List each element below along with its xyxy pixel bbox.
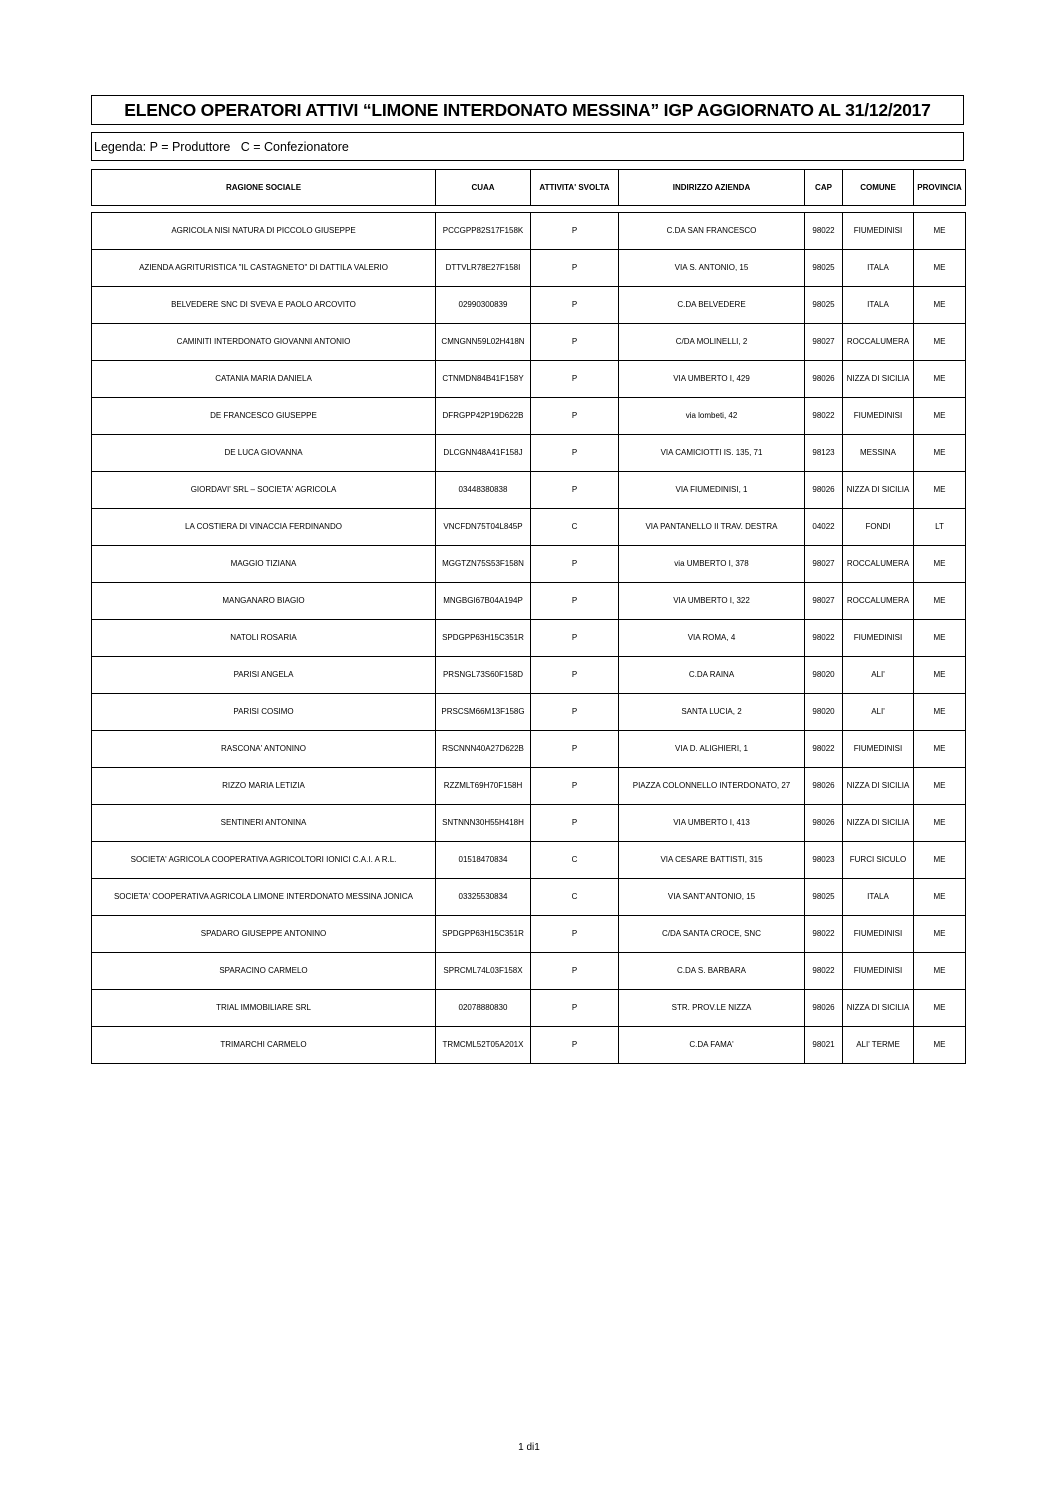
cell-cuaa: DFRGPP42P19D622B (436, 398, 531, 435)
cell-attivita: P (531, 361, 619, 398)
cell-attivita: P (531, 657, 619, 694)
cell-indirizzo: C/DA SANTA CROCE, SNC (619, 916, 805, 953)
cell-comune: NIZZA DI SICILIA (843, 472, 914, 509)
cell-ragione-sociale: MAGGIO TIZIANA (92, 546, 436, 583)
cell-indirizzo: C/DA MOLINELLI, 2 (619, 324, 805, 361)
cell-ragione-sociale: SOCIETA' COOPERATIVA AGRICOLA LIMONE INTERDONATO MESSINA JONICA (92, 879, 436, 916)
cell-provincia: ME (914, 250, 966, 287)
cell-attivita: P (531, 287, 619, 324)
cell-indirizzo: VIA UMBERTO I, 322 (619, 583, 805, 620)
cell-indirizzo: VIA CAMICIOTTI IS. 135, 71 (619, 435, 805, 472)
cell-attivita: P (531, 472, 619, 509)
cell-provincia: ME (914, 731, 966, 768)
table-row (92, 435, 966, 472)
operators-table (91, 212, 966, 1064)
cell-comune: FIUMEDINISI (843, 398, 914, 435)
cell-comune: FURCI SICULO (843, 842, 914, 879)
cell-provincia: ME (914, 583, 966, 620)
cell-comune: NIZZA DI SICILIA (843, 768, 914, 805)
cell-cap: 98026 (805, 805, 843, 842)
cell-attivita: P (531, 694, 619, 731)
cell-indirizzo: VIA D. ALIGHIERI, 1 (619, 731, 805, 768)
cell-ragione-sociale: DE FRANCESCO GIUSEPPE (92, 398, 436, 435)
cell-cuaa: DLCGNN48A41F158J (436, 435, 531, 472)
cell-comune: ITALA (843, 250, 914, 287)
cell-comune: NIZZA DI SICILIA (843, 990, 914, 1027)
cell-cuaa: SNTNNN30H55H418H (436, 805, 531, 842)
table-row (92, 546, 966, 583)
cell-ragione-sociale: LA COSTIERA DI VINACCIA FERDINANDO (92, 509, 436, 546)
table-row (92, 731, 966, 768)
cell-ragione-sociale: NATOLI ROSARIA (92, 620, 436, 657)
cell-attivita: P (531, 324, 619, 361)
cell-provincia: LT (914, 509, 966, 546)
cell-attivita: P (531, 213, 619, 250)
cell-cuaa: VNCFDN75T04L845P (436, 509, 531, 546)
cell-ragione-sociale: SENTINERI ANTONINA (92, 805, 436, 842)
cell-comune: ROCCALUMERA (843, 546, 914, 583)
cell-cap: 98022 (805, 916, 843, 953)
table-row (92, 583, 966, 620)
cell-cuaa: CTNMDN84B41F158Y (436, 361, 531, 398)
cell-cuaa: PRSNGL73S60F158D (436, 657, 531, 694)
cell-ragione-sociale: SPARACINO CARMELO (92, 953, 436, 990)
cell-attivita: P (531, 731, 619, 768)
cell-cap: 98123 (805, 435, 843, 472)
cell-ragione-sociale: SPADARO GIUSEPPE ANTONINO (92, 916, 436, 953)
table-row (92, 1027, 966, 1064)
table-row (92, 213, 966, 250)
cell-comune: FIUMEDINISI (843, 953, 914, 990)
cell-provincia: ME (914, 324, 966, 361)
table-row (92, 250, 966, 287)
table-row (92, 990, 966, 1027)
cell-ragione-sociale: BELVEDERE SNC DI SVEVA E PAOLO ARCOVITO (92, 287, 436, 324)
cell-comune: ITALA (843, 879, 914, 916)
cell-comune: MESSINA (843, 435, 914, 472)
cell-attivita: P (531, 435, 619, 472)
cell-cap: 04022 (805, 509, 843, 546)
cell-comune: FIUMEDINISI (843, 213, 914, 250)
cell-provincia: ME (914, 287, 966, 324)
cell-indirizzo: VIA S. ANTONIO, 15 (619, 250, 805, 287)
table-row (92, 953, 966, 990)
table-row (92, 398, 966, 435)
cell-attivita: P (531, 250, 619, 287)
cell-cap: 98025 (805, 287, 843, 324)
cell-ragione-sociale: CATANIA MARIA DANIELA (92, 361, 436, 398)
cell-cap: 98026 (805, 990, 843, 1027)
cell-comune: ALI' (843, 657, 914, 694)
col-header-cap: CAP (805, 170, 843, 206)
cell-attivita: P (531, 546, 619, 583)
cell-attivita: C (531, 509, 619, 546)
table-row (92, 768, 966, 805)
cell-indirizzo: VIA UMBERTO I, 429 (619, 361, 805, 398)
cell-provincia: ME (914, 953, 966, 990)
cell-ragione-sociale: TRIAL IMMOBILIARE SRL (92, 990, 436, 1027)
cell-cap: 98020 (805, 694, 843, 731)
cell-indirizzo: C.DA BELVEDERE (619, 287, 805, 324)
cell-attivita: P (531, 583, 619, 620)
cell-provincia: ME (914, 435, 966, 472)
table-row (92, 324, 966, 361)
table-row (92, 694, 966, 731)
cell-cap: 98022 (805, 953, 843, 990)
table-row (92, 287, 966, 324)
cell-provincia: ME (914, 361, 966, 398)
cell-comune: ALI' TERME (843, 1027, 914, 1064)
cell-provincia: ME (914, 879, 966, 916)
cell-ragione-sociale: RIZZO MARIA LETIZIA (92, 768, 436, 805)
cell-cuaa: DTTVLR78E27F158I (436, 250, 531, 287)
col-header-indirizzo: INDIRIZZO AZIENDA (619, 170, 805, 206)
cell-indirizzo: VIA SANT'ANTONIO, 15 (619, 879, 805, 916)
cell-cuaa: SPDGPP63H15C351R (436, 916, 531, 953)
cell-indirizzo: STR. PROV.LE NIZZA (619, 990, 805, 1027)
col-header-cuaa: CUAA (436, 170, 531, 206)
cell-indirizzo: via UMBERTO I, 378 (619, 546, 805, 583)
table-row (92, 879, 966, 916)
col-header-ragione-sociale: RAGIONE SOCIALE (92, 170, 436, 206)
table-row (92, 805, 966, 842)
header-row (92, 170, 966, 206)
cell-ragione-sociale: TRIMARCHI CARMELO (92, 1027, 436, 1064)
cell-comune: FONDI (843, 509, 914, 546)
cell-cuaa: 01518470834 (436, 842, 531, 879)
cell-comune: NIZZA DI SICILIA (843, 805, 914, 842)
cell-indirizzo: C.DA RAINA (619, 657, 805, 694)
cell-indirizzo: PIAZZA COLONNELLO INTERDONATO, 27 (619, 768, 805, 805)
page-number: 1 di1 (518, 1442, 540, 1453)
cell-attivita: P (531, 990, 619, 1027)
cell-cap: 98026 (805, 472, 843, 509)
cell-cap: 98020 (805, 657, 843, 694)
cell-cap: 98026 (805, 768, 843, 805)
cell-comune: FIUMEDINISI (843, 916, 914, 953)
cell-ragione-sociale: AGRICOLA NISI NATURA DI PICCOLO GIUSEPPE (92, 213, 436, 250)
cell-attivita: P (531, 768, 619, 805)
cell-provincia: ME (914, 1027, 966, 1064)
table-row (92, 620, 966, 657)
cell-provincia: ME (914, 805, 966, 842)
cell-provincia: ME (914, 620, 966, 657)
legend: Legenda: P = Produttore C = Confezionatore (91, 132, 964, 161)
cell-indirizzo: C.DA S. BARBARA (619, 953, 805, 990)
cell-provincia: ME (914, 398, 966, 435)
cell-attivita: C (531, 842, 619, 879)
cell-provincia: ME (914, 546, 966, 583)
cell-ragione-sociale: RASCONA' ANTONINO (92, 731, 436, 768)
document-title: ELENCO OPERATORI ATTIVI “LIMONE INTERDONATO MESSINA” IGP AGGIORNATO AL 31/12/2017 (91, 95, 964, 125)
cell-cuaa: 02078880830 (436, 990, 531, 1027)
cell-cuaa: SPRCML74L03F158X (436, 953, 531, 990)
cell-ragione-sociale: SOCIETA' AGRICOLA COOPERATIVA AGRICOLTORI IONICI C.A.I. A R.L. (92, 842, 436, 879)
cell-comune: ROCCALUMERA (843, 324, 914, 361)
cell-attivita: P (531, 398, 619, 435)
cell-indirizzo: VIA CESARE BATTISTI, 315 (619, 842, 805, 879)
cell-cap: 98022 (805, 620, 843, 657)
cell-cuaa: MNGBGI67B04A194P (436, 583, 531, 620)
cell-comune: FIUMEDINISI (843, 731, 914, 768)
cell-indirizzo: SANTA LUCIA, 2 (619, 694, 805, 731)
cell-indirizzo: VIA PANTANELLO II TRAV. DESTRA (619, 509, 805, 546)
cell-cuaa: MGGTZN75S53F158N (436, 546, 531, 583)
cell-attivita: P (531, 805, 619, 842)
cell-cuaa: 02990300839 (436, 287, 531, 324)
cell-attivita: C (531, 879, 619, 916)
cell-cuaa: PCCGPP82S17F158K (436, 213, 531, 250)
cell-cuaa: RSCNNN40A27D622B (436, 731, 531, 768)
cell-cap: 98025 (805, 879, 843, 916)
cell-cuaa: RZZMLT69H70F158H (436, 768, 531, 805)
col-header-provincia: PROVINCIA (914, 170, 966, 206)
cell-attivita: P (531, 620, 619, 657)
cell-ragione-sociale: AZIENDA AGRITURISTICA "IL CASTAGNETO" DI DATTILA VALERIO (92, 250, 436, 287)
col-header-attivita: ATTIVITA' SVOLTA (531, 170, 619, 206)
table-row (92, 842, 966, 879)
cell-ragione-sociale: PARISI COSIMO (92, 694, 436, 731)
cell-ragione-sociale: CAMINITI INTERDONATO GIOVANNI ANTONIO (92, 324, 436, 361)
cell-provincia: ME (914, 213, 966, 250)
cell-indirizzo: VIA UMBERTO I, 413 (619, 805, 805, 842)
col-header-comune: COMUNE (843, 170, 914, 206)
cell-cap: 98027 (805, 583, 843, 620)
cell-cap: 98022 (805, 731, 843, 768)
cell-indirizzo: VIA FIUMEDINISI, 1 (619, 472, 805, 509)
cell-comune: ALI' (843, 694, 914, 731)
cell-cuaa: CMNGNN59L02H418N (436, 324, 531, 361)
cell-ragione-sociale: GIORDAVI' SRL – SOCIETA' AGRICOLA (92, 472, 436, 509)
cell-cap: 98023 (805, 842, 843, 879)
cell-provincia: ME (914, 768, 966, 805)
cell-cap: 98022 (805, 398, 843, 435)
cell-indirizzo: C.DA FAMA' (619, 1027, 805, 1064)
table-row (92, 657, 966, 694)
table-row (92, 472, 966, 509)
cell-cap: 98022 (805, 213, 843, 250)
table-row (92, 361, 966, 398)
cell-comune: ITALA (843, 287, 914, 324)
cell-indirizzo: via lombeti, 42 (619, 398, 805, 435)
cell-provincia: ME (914, 657, 966, 694)
cell-cap: 98021 (805, 1027, 843, 1064)
cell-ragione-sociale: PARISI ANGELA (92, 657, 436, 694)
cell-provincia: ME (914, 472, 966, 509)
table-header (91, 169, 966, 206)
cell-comune: ROCCALUMERA (843, 583, 914, 620)
cell-provincia: ME (914, 916, 966, 953)
cell-attivita: P (531, 1027, 619, 1064)
cell-cap: 98025 (805, 250, 843, 287)
cell-cuaa: PRSCSM66M13F158G (436, 694, 531, 731)
cell-indirizzo: C.DA SAN FRANCESCO (619, 213, 805, 250)
table-row (92, 916, 966, 953)
cell-provincia: ME (914, 694, 966, 731)
cell-cap: 98026 (805, 361, 843, 398)
cell-provincia: ME (914, 990, 966, 1027)
cell-cuaa: TRMCML52T05A201X (436, 1027, 531, 1064)
cell-comune: NIZZA DI SICILIA (843, 361, 914, 398)
cell-comune: FIUMEDINISI (843, 620, 914, 657)
cell-provincia: ME (914, 842, 966, 879)
cell-ragione-sociale: DE LUCA GIOVANNA (92, 435, 436, 472)
cell-cap: 98027 (805, 546, 843, 583)
cell-cuaa: SPDGPP63H15C351R (436, 620, 531, 657)
cell-ragione-sociale: MANGANARO BIAGIO (92, 583, 436, 620)
cell-indirizzo: VIA ROMA, 4 (619, 620, 805, 657)
cell-cuaa: 03448380838 (436, 472, 531, 509)
table-row (92, 509, 966, 546)
cell-cap: 98027 (805, 324, 843, 361)
cell-attivita: P (531, 953, 619, 990)
cell-cuaa: 03325530834 (436, 879, 531, 916)
cell-attivita: P (531, 916, 619, 953)
